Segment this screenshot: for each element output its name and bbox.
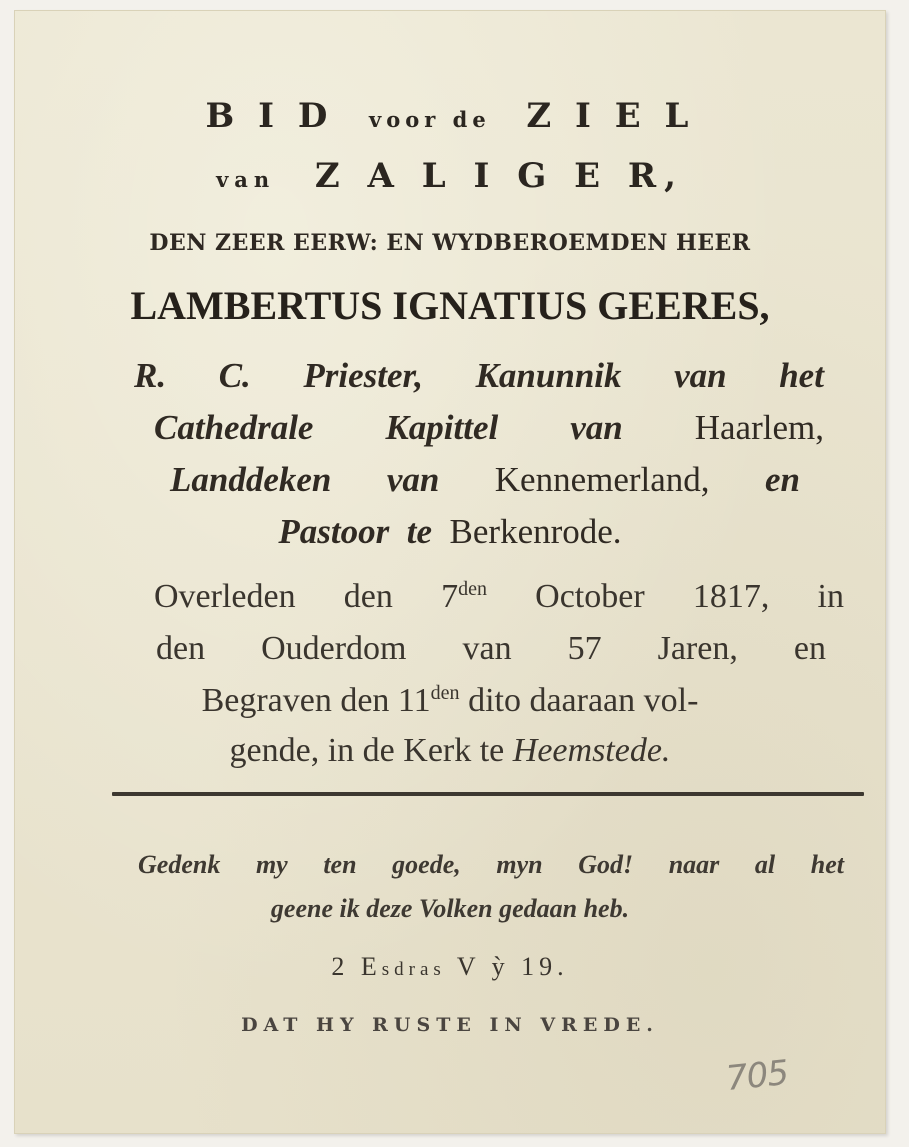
heading-bid-2: voor de [369, 107, 491, 132]
death-line-1 [154, 578, 844, 616]
verse-ref-c: V ỳ 19. [445, 952, 569, 981]
deceased-name: LAMBERTUS IGNATIUS GEERES, [130, 283, 770, 328]
burial-line-1 [14, 682, 886, 720]
office-word: van [570, 408, 623, 447]
burial-line-2 [14, 732, 886, 770]
prayer-card [14, 10, 886, 1134]
verse-word: al [754, 850, 776, 879]
verse-ref-a: 2 E [331, 952, 382, 981]
heading-van-2: Z A L I G E R, [314, 156, 684, 196]
death-word: Jaren, [657, 630, 738, 667]
closing-line: DAT HY RUSTE IN VREDE. [241, 1014, 659, 1036]
office-line-3 [170, 460, 800, 500]
handwritten-number: 705 [724, 1052, 790, 1100]
death-word: Ouderdom [261, 630, 407, 667]
death-word: October [535, 578, 645, 615]
death-word: van [462, 630, 512, 667]
death-word: den [156, 630, 206, 667]
office-word: Kanunnik [475, 356, 622, 395]
office-word: Pastoor [278, 512, 390, 551]
place-berkenrode: Berkenrode. [449, 512, 622, 551]
death-year: 1817, [692, 578, 770, 615]
office-word: en [764, 460, 800, 499]
verse-line-1 [138, 850, 844, 880]
verse-word: my [255, 850, 288, 879]
death-day-number: 7 [441, 578, 459, 615]
heading-bid [14, 96, 886, 136]
office-word: Cathedrale [154, 408, 314, 447]
office-word: Kapittel [385, 408, 499, 447]
office-word: het [779, 356, 824, 395]
verse-reference [14, 952, 886, 982]
office-word: C. [218, 356, 251, 395]
death-word: Overleden [154, 578, 296, 615]
divider-rule [112, 792, 864, 796]
office-line-1 [134, 356, 824, 396]
heading-bid-1: B I D [205, 96, 334, 136]
burial-day-sup: den [430, 682, 460, 704]
verse-word: ten [323, 850, 357, 879]
verse-ref-b: sdras [381, 959, 446, 980]
place-kennemerland: Kennemerland, [494, 460, 710, 499]
death-day [441, 578, 487, 616]
office-word: te [406, 512, 433, 551]
office-word: van [386, 460, 440, 499]
title-line: DEN ZEER EERW: EN WYDBEROEMDEN HEER [149, 230, 751, 256]
heading-bid-3: Z I E L [526, 96, 695, 136]
verse-word: God! [578, 850, 634, 879]
death-line-2 [156, 630, 826, 668]
place-heemstede: Heemstede. [512, 732, 671, 769]
death-word: den [343, 578, 393, 615]
heading-van [14, 156, 886, 196]
verse-word: naar [668, 850, 720, 879]
office-word: van [674, 356, 727, 395]
office-word: Landdeken [170, 460, 332, 499]
age-number: 57 [567, 630, 602, 667]
verse-word: Gedenk [138, 850, 221, 879]
office-word: Priester, [303, 356, 423, 395]
burial-text: gende, in de Kerk te [229, 732, 513, 769]
verse-line-2: geene ik deze Volken gedaan heb. [270, 894, 630, 923]
death-day-sup: den [458, 578, 487, 600]
verse-word: het [810, 850, 844, 879]
office-line-4 [14, 512, 886, 552]
place-haarlem: Haarlem, [694, 408, 824, 447]
burial-text-pre: Begraven den 11 [201, 682, 431, 719]
heading-van-1: van [216, 167, 276, 192]
verse-word: goede, [392, 850, 461, 879]
office-line-2 [154, 408, 824, 448]
burial-text-post: dito daaraan vol- [459, 682, 699, 719]
verse-word: myn [496, 850, 543, 879]
office-word: R. [134, 356, 167, 395]
death-word: en [793, 630, 826, 667]
death-word: in [817, 578, 844, 615]
